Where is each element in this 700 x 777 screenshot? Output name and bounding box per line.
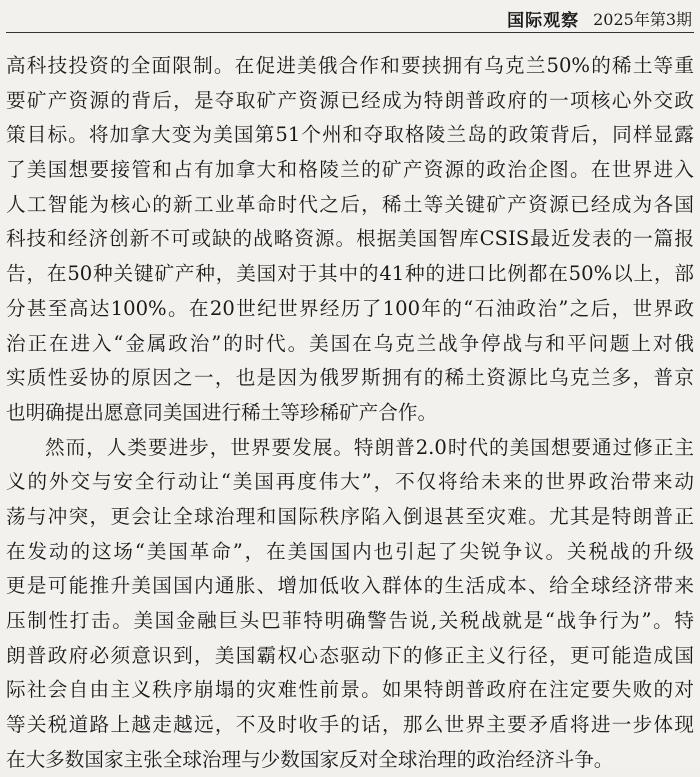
text-line: 然而，人类要进步，世界要发展。特朗普2.0时代的美国想要通过修正主	[45, 435, 694, 459]
text-line: 实质性妥协的原因之一，也是因为俄罗斯拥有的稀土资源比乌克兰多，普京	[6, 366, 694, 390]
text-line: 压制性打击。美国金融巨头巴菲特明确警告说,关税战就是“战争行为”。特	[6, 609, 694, 632]
text-line: 义的外交与安全行动让“美国再度伟大”，不仅将给未来的世界政治带来动	[6, 470, 694, 494]
text-line: 分甚至高达100%。在20世纪世界经历了100年的“石油政治”之后，世界政	[6, 296, 694, 320]
text-line: 也明确提出愿意同美国进行稀土等珍稀矿产合作。	[6, 400, 438, 424]
text-line: 在发动的这场“美国革命”，在美国国内也引起了尖锐争议。关税战的升级	[6, 539, 694, 563]
text-line: 朗普政府必须意识到，美国霸权心态驱动下的修正主义行径，更可能造成国	[6, 643, 694, 667]
text-line: 在大多数国家主张全球治理与少数国家反对全球治理的政治经济斗争。	[6, 747, 614, 771]
article-body	[6, 49, 694, 777]
text-line: 等关税道路上越走越远，不及时收手的话，那么世界主要矛盾将进一步体现	[6, 713, 694, 737]
text-line: 科技和经济创新不可或缺的战略资源。根据美国智库CSIS最近发表的一篇报	[6, 227, 694, 251]
text-line: 际社会自由主义秩序崩塌的灾难性前景。如果特朗普政府在注定要失败的对	[6, 678, 694, 702]
journal-title: 国际观察	[507, 10, 580, 31]
text-line: 了美国想要接管和占有加拿大和格陵兰的矿产资源的政治企图。在世界进入	[6, 158, 694, 182]
text-line: 更是可能推升美国国内通胀、增加低收入群体的生活成本、给全球经济带来	[6, 574, 694, 598]
text-line: 要矿产资源的背后，是夺取矿产资源已经成为特朗普政府的一项核心外交政	[6, 88, 694, 112]
header-divider	[6, 32, 694, 33]
issue-number: 2025年第3期	[593, 9, 692, 29]
text-line: 高科技投资的全面限制。在促进美俄合作和要挟拥有乌克兰50%的稀土等重	[6, 54, 694, 77]
text-line: 策目标。将加拿大变为美国第51个州和夺取格陵兰岛的政策背后，同样显露	[6, 123, 694, 147]
text-line: 荡与冲突，更会让全球治理和国际秩序陷入倒退甚至灾难。尤其是特朗普正	[6, 504, 694, 528]
text-line: 治正在进入“金属政治”的时代。美国在乌克兰战争停战与和平问题上对俄	[6, 331, 694, 355]
text-line: 告，在50种关键矿产种，美国对于其中的41种的进口比例都在50%以上，部	[6, 262, 694, 286]
text-line: 人工智能为核心的新工业革命时代之后，稀土等关键矿产资源已经成为各国	[6, 192, 694, 216]
page-header	[507, 6, 692, 30]
